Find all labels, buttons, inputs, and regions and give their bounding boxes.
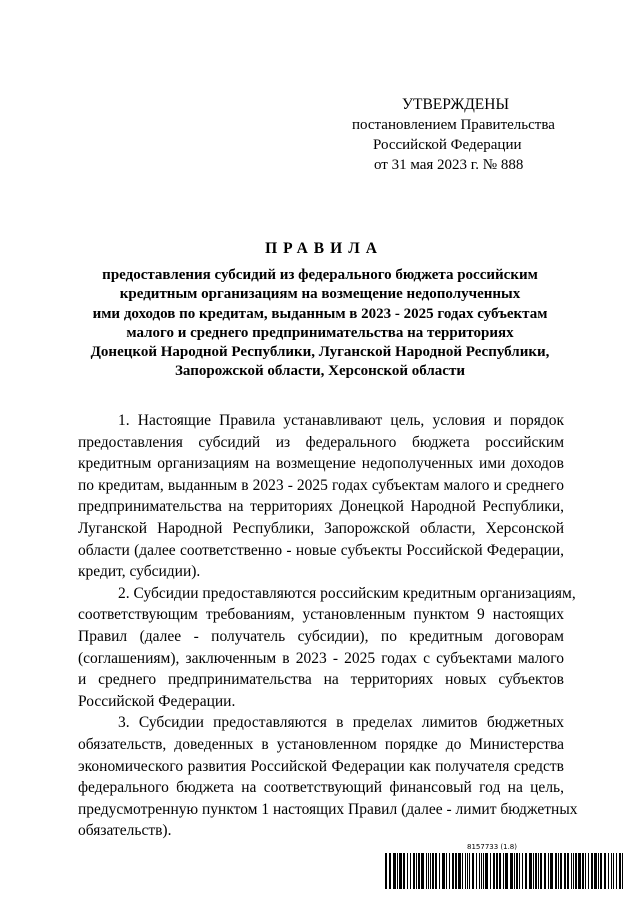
approval-heading: УТВЕРЖДЕНЫ bbox=[402, 96, 509, 113]
paragraph-line: соответствующим требованиям, установленным пунктом 9 настоящих bbox=[78, 606, 564, 624]
barcode-bars-icon bbox=[385, 853, 625, 889]
subtitle-line: кредитным организациям на возмещение недополученных bbox=[119, 286, 521, 303]
document-title: ПРАВИЛА bbox=[265, 240, 383, 257]
paragraph-3 bbox=[78, 712, 578, 842]
subtitle-line: ими доходов по кредитам, выданным в 2023 - 2025 годах субъектам bbox=[92, 305, 548, 322]
document-body bbox=[78, 410, 578, 842]
subtitle-line: Донецкой Народной Республики, Луганской Народной Республики, bbox=[90, 344, 550, 361]
paragraph-line: и среднего предпринимательства на территориях новых субъектов bbox=[78, 671, 564, 689]
subtitle-line: Запорожской области, Херсонской области bbox=[175, 363, 465, 380]
paragraph-line: области (далее соответственно - новые субъекты Российской Федерации, bbox=[78, 541, 564, 559]
paragraph-line: (соглашениям), заключенным в 2023 - 2025 годах с субъектами малого bbox=[78, 649, 564, 667]
paragraph-line: Российской Федерации. bbox=[78, 692, 236, 710]
approval-line-1: постановлением Правительства bbox=[352, 117, 555, 133]
document-subtitle bbox=[80, 266, 560, 382]
paragraph-line: предпринимательства на территориях Донецкой Народной Республики, bbox=[78, 498, 564, 516]
paragraph-line: кредит, субсидии). bbox=[78, 563, 201, 581]
paragraph-line: обязательств). bbox=[78, 822, 172, 840]
approval-line-3: от 31 мая 2023 г. № 888 bbox=[374, 157, 524, 173]
paragraph-1 bbox=[78, 410, 564, 583]
paragraph-2 bbox=[78, 583, 576, 713]
subtitle-line: малого и среднего предпринимательства на территориях bbox=[126, 324, 514, 341]
paragraph-line: кредитным организациям на возмещение недополученных ими доходов bbox=[78, 455, 564, 473]
paragraph-line: предусмотренную пунктом 1 настоящих Правил (далее - лимит бюджетных bbox=[78, 800, 578, 818]
paragraph-line: экономического развития Российской Федерации как получателя средств bbox=[78, 757, 564, 775]
paragraph-line: Луганской Народной Республики, Запорожской области, Херсонской bbox=[78, 519, 564, 537]
paragraph-line: федерального бюджета на соответствующий финансовый год на цель, bbox=[78, 779, 564, 797]
paragraph-line: предоставления субсидий из федерального бюджета российским bbox=[78, 433, 564, 451]
paragraph-line: Правил (далее - получатель субсидии), по кредитным договорам bbox=[78, 627, 564, 645]
barcode bbox=[385, 843, 625, 891]
paragraph-line: 3. Субсидии предоставляются в пределах лимитов бюджетных bbox=[118, 714, 564, 732]
paragraph-line: обязательств, доведенных в установленном порядке до Министерства bbox=[78, 735, 564, 753]
paragraph-line: 2. Субсидии предоставляются российским кредитным организациям, bbox=[118, 584, 576, 602]
paragraph-line: по кредитам, выданным в 2023 - 2025 годах субъектам малого и среднего bbox=[78, 476, 564, 494]
barcode-number: 8157733 (1.8) bbox=[467, 843, 517, 851]
approval-line-2: Российской Федерации bbox=[373, 137, 522, 153]
subtitle-line: предоставления субсидий из федерального бюджета российским bbox=[102, 267, 538, 283]
approval-stamp bbox=[330, 95, 580, 175]
paragraph-line: 1. Настоящие Правила устанавливают цель, условия и порядок bbox=[118, 412, 564, 429]
